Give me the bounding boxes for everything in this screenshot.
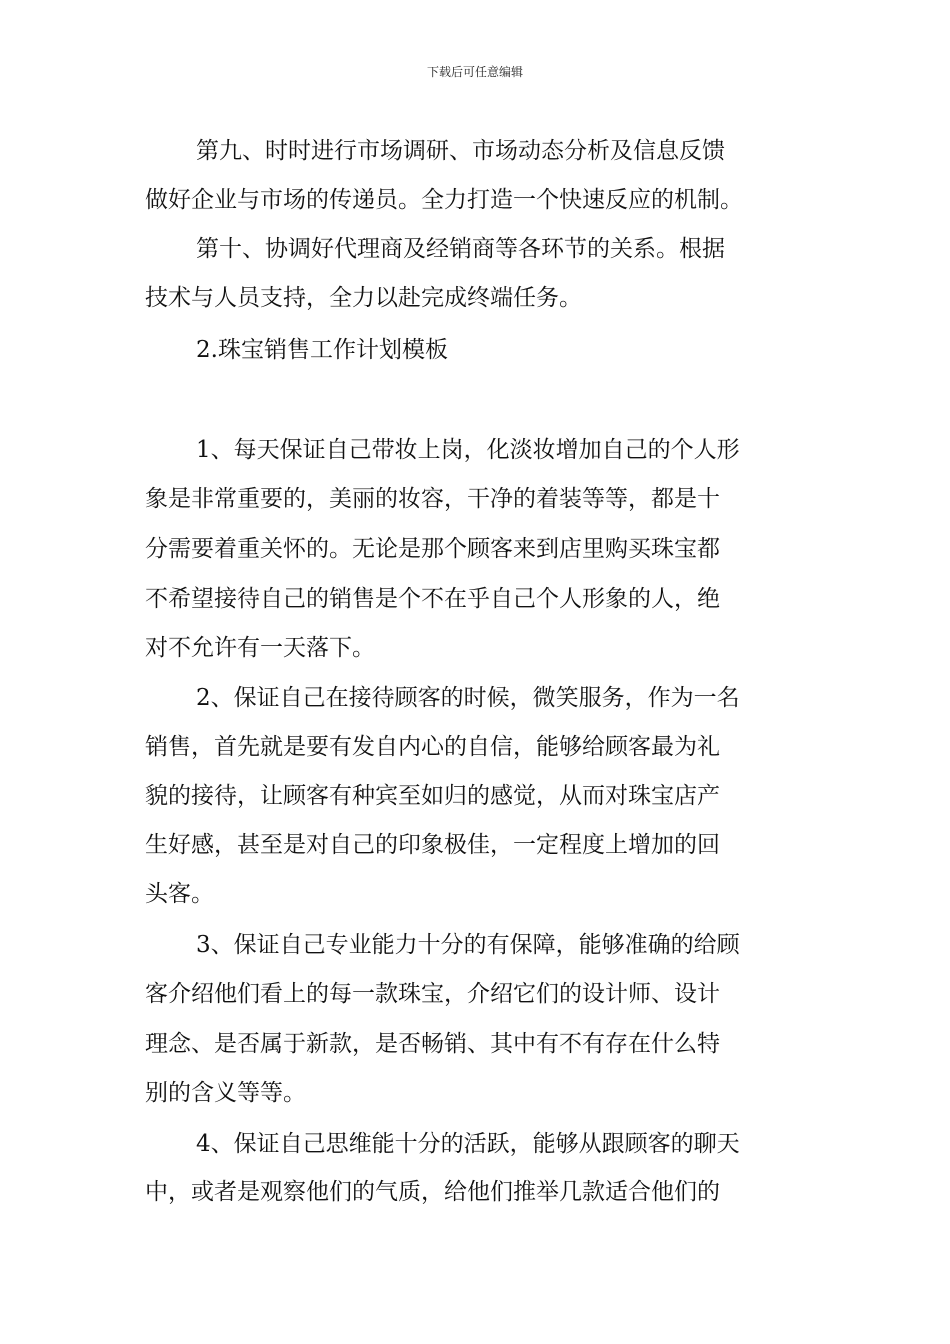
paragraph-line: 不希望接待自己的销售是个不在乎自己个人形象的人，绝 (145, 586, 720, 612)
paragraph-line: 做好企业与市场的传递员。全力打造一个快速反应的机制。 (145, 187, 743, 213)
section-heading: 2.珠宝销售工作计划模板 (196, 337, 448, 363)
paragraph-line: 生好感，甚至是对自己的印象极佳，一定程度上增加的回 (145, 832, 720, 858)
paragraph-line: 别的含义等等。 (145, 1080, 306, 1106)
paragraph-line: 销售，首先就是要有发自内心的自信，能够给顾客最为礼 (145, 734, 720, 760)
paragraph-line: 头客。 (145, 881, 214, 907)
paragraph-line: 3、保证自己专业能力十分的有保障，能够准确的给顾 (196, 932, 740, 958)
paragraph-line: 2、保证自己在接待顾客的时候，微笑服务，作为一名 (196, 685, 740, 711)
paragraph-line: 4、保证自己思维能十分的活跃，能够从跟顾客的聊天 (196, 1131, 740, 1157)
paragraph-line: 分需要着重关怀的。无论是那个顾客来到店里购买珠宝都 (145, 536, 720, 562)
paragraph-line: 理念、是否属于新款，是否畅销、其中有不有存在什么特 (145, 1031, 720, 1057)
paragraph-line: 对不允许有一天落下。 (145, 635, 375, 661)
paragraph-line: 象是非常重要的，美丽的妆容，干净的着装等等，都是十 (145, 486, 720, 512)
paragraph-line: 第九、时时进行市场调研、市场动态分析及信息反馈 (196, 138, 725, 164)
paragraph-line: 第十、协调好代理商及经销商等各环节的关系。根据 (196, 236, 725, 262)
paragraph-line: 客介绍他们看上的每一款珠宝，介绍它们的设计师、设计 (145, 981, 720, 1007)
paragraph-line: 中，或者是观察他们的气质，给他们推举几款适合他们的 (145, 1179, 720, 1205)
paragraph-line: 1、每天保证自己带妆上岗，化淡妆增加自己的个人形 (196, 437, 740, 463)
paragraph-line: 技术与人员支持，全力以赴完成终端任务。 (145, 285, 582, 311)
paragraph-line: 貌的接待，让顾客有种宾至如归的感觉，从而对珠宝店产 (145, 783, 720, 809)
page-header-note: 下载后可任意编辑 (426, 65, 523, 79)
